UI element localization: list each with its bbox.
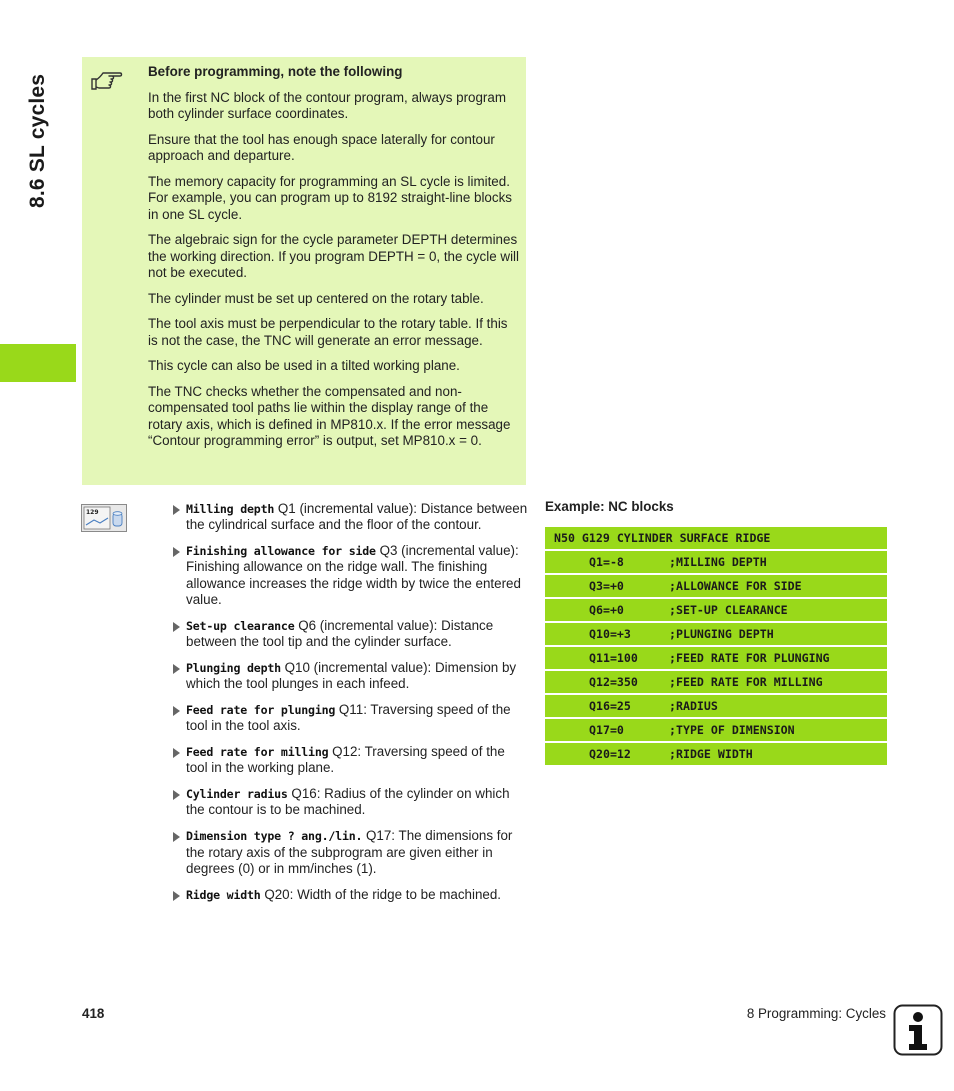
parameter-item bbox=[172, 786, 528, 819]
arrow-right-icon bbox=[173, 748, 180, 758]
nc-comment: ;FEED RATE FOR PLUNGING bbox=[669, 651, 830, 665]
parameter-name: Feed rate for milling bbox=[186, 745, 329, 760]
nc-block-row bbox=[545, 719, 887, 741]
chapter-label: 8 Programming: Cycles bbox=[746, 1006, 886, 1021]
nc-comment: ;RADIUS bbox=[669, 699, 718, 713]
parameter-name: Milling depth bbox=[186, 502, 275, 516]
arrow-right-icon bbox=[173, 790, 180, 800]
note-box bbox=[82, 57, 526, 485]
nc-comment: ;SET-UP CLEARANCE bbox=[669, 603, 788, 617]
cycle-129-icon bbox=[81, 504, 127, 532]
nc-code: Q11=100 bbox=[589, 651, 638, 665]
parameter-name: Set-up clearance bbox=[186, 618, 295, 633]
cycle-graphic bbox=[82, 505, 126, 531]
note-paragraph: Ensure that the tool has enough space laterally for contour approach and departure. bbox=[148, 132, 495, 164]
parameter-description: Q3 (incremental value): Finishing allowance on the ridge wall. The finishing allowance increases the ridge width by twice the entered value. bbox=[186, 543, 521, 607]
nc-block-row bbox=[545, 599, 887, 621]
parameter-description: Q1 (incremental value): Distance between the cylindrical surface and the floor of the contour. bbox=[186, 501, 528, 533]
nc-comment: ;PLUNGING DEPTH bbox=[669, 627, 774, 641]
arrow-right-icon bbox=[173, 664, 180, 674]
nc-block-row bbox=[545, 695, 887, 717]
arrow-right-icon bbox=[173, 832, 180, 842]
nc-block-header: N50 G129 CYLINDER SURFACE RIDGE bbox=[554, 531, 771, 545]
section-tab-marker bbox=[0, 344, 76, 382]
nc-block-row bbox=[545, 743, 887, 765]
nc-code: Q17=0 bbox=[589, 723, 624, 737]
note-paragraph: The tool axis must be perpendicular to the rotary table. If this is not the case, the TNC will generate an error message. bbox=[148, 316, 508, 348]
page-number: 418 bbox=[82, 1006, 105, 1021]
hand-pointer-icon bbox=[90, 67, 126, 93]
parameter-item bbox=[172, 702, 528, 735]
nc-comment: ;MILLING DEPTH bbox=[669, 555, 767, 569]
nc-block-row bbox=[545, 623, 887, 645]
parameter-item bbox=[172, 887, 528, 903]
arrow-right-icon bbox=[173, 547, 180, 557]
nc-code: Q16=25 bbox=[589, 699, 631, 713]
parameter-description: Q10 (incremental value): Dimension by which the tool plunges in each infeed. bbox=[186, 659, 517, 692]
parameter-description: Q20: Width of the ridge to be machined. bbox=[260, 886, 502, 902]
nc-code: Q1=-8 bbox=[589, 555, 624, 569]
arrow-right-icon bbox=[173, 505, 180, 515]
nc-block-row bbox=[545, 647, 887, 669]
nc-block-header-row bbox=[545, 527, 887, 549]
parameter-description: Q17: The dimensions for the rotary axis of the subprogram are given either in degrees (0) or in mm/inches (1). bbox=[186, 828, 513, 876]
info-icon bbox=[893, 1004, 943, 1056]
arrow-right-icon bbox=[173, 706, 180, 716]
nc-comment: ;RIDGE WIDTH bbox=[669, 747, 753, 761]
parameter-description: Q6 (incremental value): Distance between the tool tip and the cylinder surface. bbox=[186, 617, 494, 650]
parameter-description: Q16: Radius of the cylinder on which the contour is to be machined. bbox=[186, 786, 510, 818]
note-paragraph: The cylinder must be set up centered on the rotary table. bbox=[148, 290, 484, 306]
note-paragraph: This cycle can also be used in a tilted working plane. bbox=[148, 358, 460, 374]
nc-code: Q10=+3 bbox=[589, 627, 631, 641]
parameter-name: Dimension type ? ang./lin. bbox=[186, 829, 363, 844]
parameter-item bbox=[172, 618, 528, 651]
parameter-name: Feed rate for plunging bbox=[186, 702, 336, 717]
section-title: 8.6 SL cycles bbox=[26, 73, 49, 208]
nc-block-row bbox=[545, 575, 887, 597]
parameter-name: Cylinder radius bbox=[186, 787, 288, 802]
parameter-item bbox=[172, 543, 528, 608]
example-heading: Example: NC blocks bbox=[545, 499, 674, 514]
nc-code: Q3=+0 bbox=[589, 579, 624, 593]
nc-block-row bbox=[545, 551, 887, 573]
parameter-item bbox=[172, 660, 528, 693]
parameter-item bbox=[172, 828, 528, 877]
parameter-description: Q11: Traversing speed of the tool in the tool axis. bbox=[186, 701, 511, 734]
parameter-name: Ridge width bbox=[186, 887, 261, 902]
note-paragraph: The memory capacity for programming an SL cycle is limited. For example, you can program up to 8192 straight-line blocks in one SL cycle. bbox=[148, 174, 512, 222]
arrow-right-icon bbox=[173, 622, 180, 632]
nc-code: Q20=12 bbox=[589, 747, 631, 761]
parameter-item bbox=[172, 501, 528, 534]
note-heading: Before programming, note the following bbox=[148, 64, 403, 79]
nc-block-row bbox=[545, 671, 887, 693]
note-paragraph: In the first NC block of the contour program, always program both cylinder surface coordinates. bbox=[148, 90, 506, 122]
nc-comment: ;ALLOWANCE FOR SIDE bbox=[669, 579, 802, 593]
parameter-description: Q12: Traversing speed of the tool in the working plane. bbox=[186, 744, 505, 776]
parameter-item bbox=[172, 744, 528, 777]
parameter-list bbox=[172, 501, 528, 912]
nc-block-table bbox=[545, 527, 887, 767]
cycle-number-label: 129 bbox=[86, 509, 99, 516]
note-paragraph: The TNC checks whether the compensated and non-compensated tool paths lie within the display range of the rotary axis, which is defined in MP810.x. If the error message “Contour programming error” is output, set MP810.x = 0. bbox=[148, 384, 511, 448]
nc-code: Q6=+0 bbox=[589, 603, 624, 617]
nc-comment: ;TYPE OF DIMENSION bbox=[669, 723, 795, 737]
parameter-name: Finishing allowance for side bbox=[186, 544, 376, 559]
nc-code: Q12=350 bbox=[589, 675, 638, 689]
note-paragraph: The algebraic sign for the cycle parameter DEPTH determines the working direction. If you program DEPTH = 0, the cycle will not be executed. bbox=[148, 232, 519, 280]
parameter-name: Plunging depth bbox=[186, 660, 281, 675]
arrow-right-icon bbox=[173, 891, 180, 901]
nc-comment: ;FEED RATE FOR MILLING bbox=[669, 675, 823, 689]
